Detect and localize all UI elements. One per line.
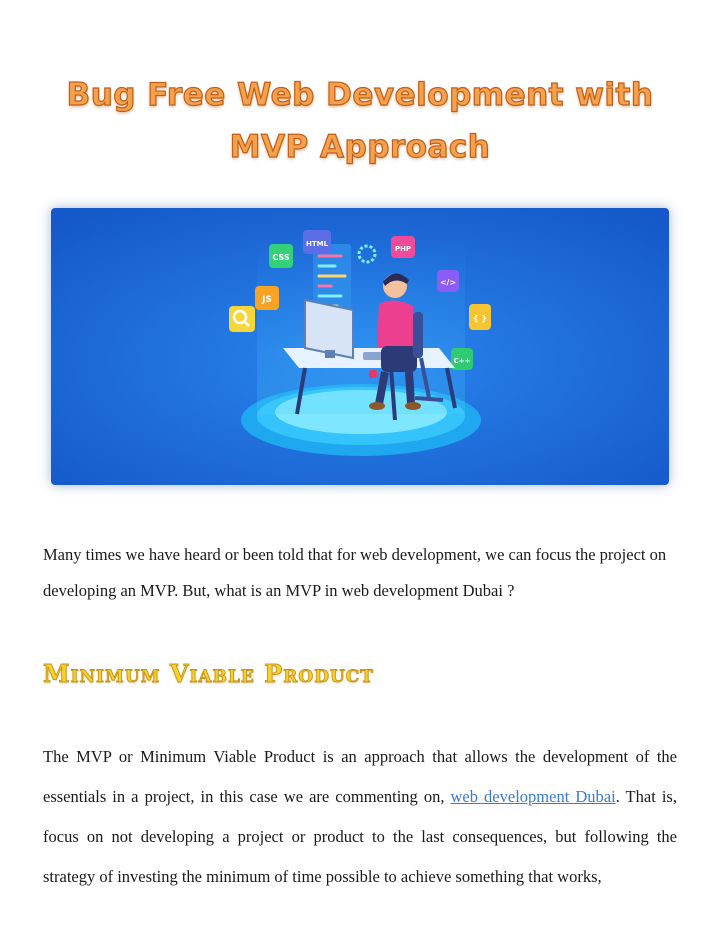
svg-text:CSS: CSS	[272, 253, 290, 262]
js-tile	[255, 286, 279, 310]
css-tile	[269, 244, 293, 268]
monitor	[305, 300, 353, 358]
code-tag-tile	[437, 270, 459, 292]
body-text-end: . That is, focus on not developing a project or product to the last consequences, but following the strategy of investing the minimum of time possible to achieve something that works,	[43, 786, 677, 886]
page-title-line-2: MVP Approach	[229, 128, 491, 165]
hero-illustration	[51, 208, 669, 485]
svg-text:JS: JS	[262, 295, 272, 305]
cpp-tile	[451, 348, 473, 370]
svg-text:{ }: { }	[472, 314, 488, 323]
html-tile	[303, 230, 331, 254]
section-heading: Minimum Viable Product	[43, 658, 374, 688]
php-tile	[391, 236, 415, 258]
body-paragraph	[43, 737, 677, 897]
svg-text:PHP: PHP	[394, 245, 412, 253]
svg-text:C++: C++	[453, 357, 471, 365]
coffee-cup	[369, 370, 377, 378]
body-text-start: The MVP or Minimum Viable Product is an approach that allows the development of the essentials in a project, in this case we are commenting on,	[43, 746, 677, 806]
web-development-dubai-link[interactable]: web development Dubai	[450, 786, 616, 806]
svg-text:</>: </>	[439, 278, 457, 287]
braces-tile	[469, 304, 491, 330]
search-icon	[229, 306, 255, 332]
developer-illustration	[51, 208, 669, 485]
page-title-line-1: Bug Free Web Development with	[66, 76, 654, 113]
page-title	[0, 69, 720, 173]
svg-text:HTML: HTML	[305, 240, 329, 248]
intro-paragraph: Many times we have heard or been told that for web development, we can focus the project on developing an MVP. But, what is an MVP in web development Dubai ?	[43, 544, 667, 600]
